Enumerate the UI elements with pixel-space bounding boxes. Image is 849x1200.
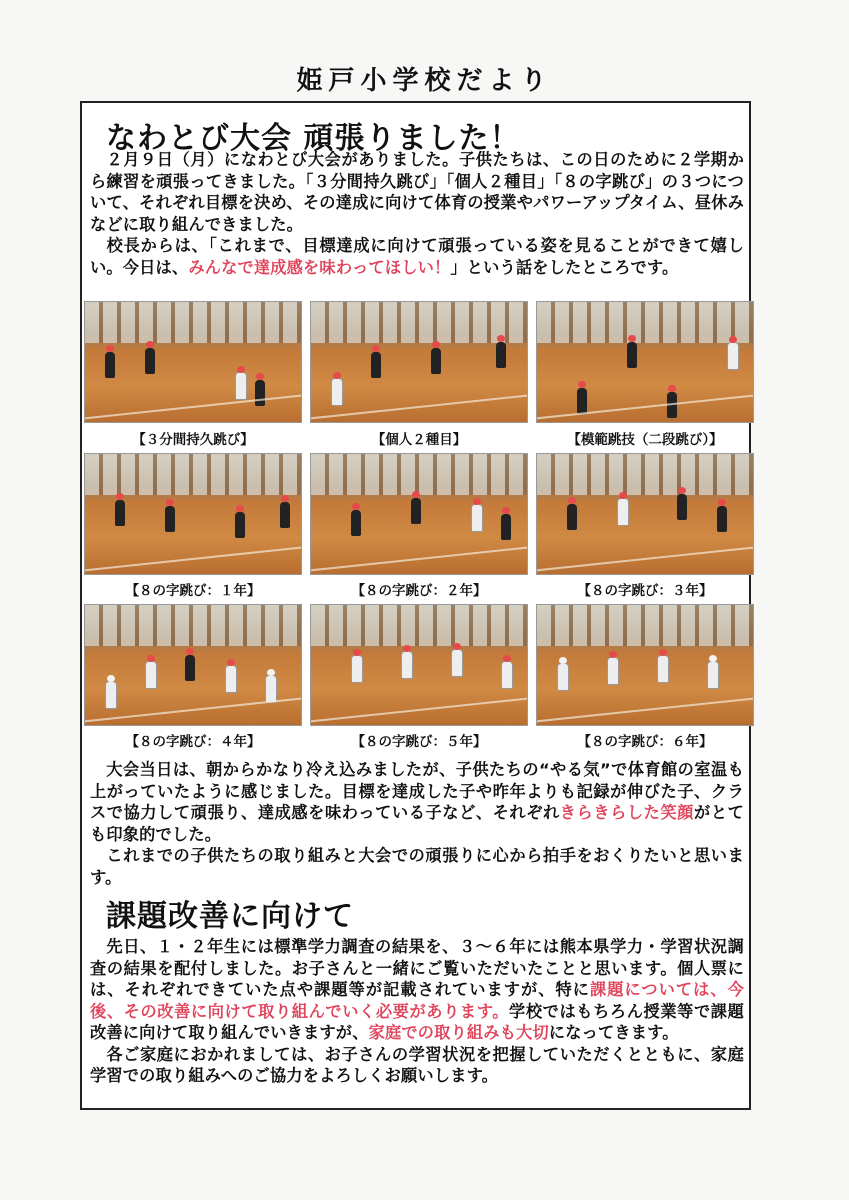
photo-figure8-grade3 xyxy=(536,453,754,575)
intro-text-1: ２月９日（月）になわとび大会がありました。子供たちは、この日のために２学期から練習を頑張ってきました。「３分間持久跳び」「個人２種目」「８の字跳び」の３つについて、それぞれ目標を決め、その達成に向けて体育の授業やパワーアップタイム、昼休みなどに取り組んできました。 xyxy=(90,150,744,234)
improvement-highlight-1: 課題については、今後、その改善に向けて取り組んでいく必要があります。 xyxy=(90,980,744,1021)
newsletter-title: 姫戸小学校だより xyxy=(296,66,553,96)
improvement-text-2: 学校ではもちろん授業等で課題改善に向けて取り組んでいきますが、 xyxy=(90,1001,744,1042)
photo-figure8-grade2 xyxy=(310,453,528,575)
intro-highlight: みんなで達成感を味わってほしい！ xyxy=(188,257,451,277)
article-intro-paragraph xyxy=(90,149,744,278)
article-result-paragraph xyxy=(90,759,744,888)
result-text-3: これまでの子供たちの取り組みと大会での頑張りに心から拍手をおくりたいと思います。 xyxy=(90,846,744,887)
result-text-2: がとても印象的でした。 xyxy=(90,803,744,844)
caption-figure8-grade1: 【８の字跳び：１年】 xyxy=(125,583,261,599)
photo-figure8-grade4 xyxy=(84,604,302,726)
result-highlight: きらきらした笑顔 xyxy=(559,803,695,822)
caption-figure8-grade6: 【８の字跳び：６年】 xyxy=(577,734,713,750)
caption-figure8-grade4: 【８の字跳び：４年】 xyxy=(125,734,261,750)
photo-figure8-grade5 xyxy=(310,604,528,726)
article-frame xyxy=(80,101,751,1110)
caption-figure8-grade5: 【８の字跳び：５年】 xyxy=(351,734,487,750)
improvement-text-3: になってきます。 xyxy=(548,1023,679,1042)
improvement-text-4: 各ご家庭におかれましては、お子さんの学習状況を把握していただくとともに、家庭学習での取り組みへのご協力をよろしくお願いします。 xyxy=(90,1044,744,1085)
caption-figure8-grade2: 【８の字跳び：２年】 xyxy=(351,583,487,599)
caption-demonstration: 【模範跳技（二段跳び）】 xyxy=(567,432,723,448)
result-text-1: 大会当日は、朝からかなり冷え込みましたが、子供たちの“やる気”で体育館の室温も上がっていたように感じました。目標を達成した子や昨年よりも記録が伸びた子、クラスで協力して頑張り、達成感を味わっている子など、それぞれ xyxy=(90,760,744,822)
photo-figure8-grade1 xyxy=(84,453,302,575)
article-improvement-paragraph xyxy=(90,936,744,1087)
intro-text-3: 」という話をしたところです。 xyxy=(450,257,679,277)
photo-endurance-jump xyxy=(84,301,302,423)
article-heading-improvement: 課題改善に向けて xyxy=(106,899,354,934)
caption-figure8-grade3: 【８の字跳び：３年】 xyxy=(577,583,713,599)
improvement-text-1: 先日、１・２年生には標準学力調査の結果を、３～６年には熊本県学力・学習状況調査の結果を配付しました。お子さんと一緒にご覧いただいたことと思います。個人票には、それぞれできていた点や課題等が記載されていますが、特に xyxy=(90,937,744,999)
caption-individual-events: 【個人２種目】 xyxy=(371,432,467,448)
improvement-highlight-2: 家庭での取り組みも大切 xyxy=(368,1023,549,1042)
photo-demonstration-double-jump xyxy=(536,301,754,423)
photo-individual-events xyxy=(310,301,528,423)
caption-endurance-jump: 【３分間持久跳び】 xyxy=(132,432,254,448)
article-heading-jump-rope: なわとび大会 頑張りました！ xyxy=(106,121,521,156)
intro-text-2: 校長からは、「これまで、目標達成に向けて頑張っている姿を見ることができて嬉しい。今日は、 xyxy=(90,236,744,277)
photo-figure8-grade6 xyxy=(536,604,754,726)
